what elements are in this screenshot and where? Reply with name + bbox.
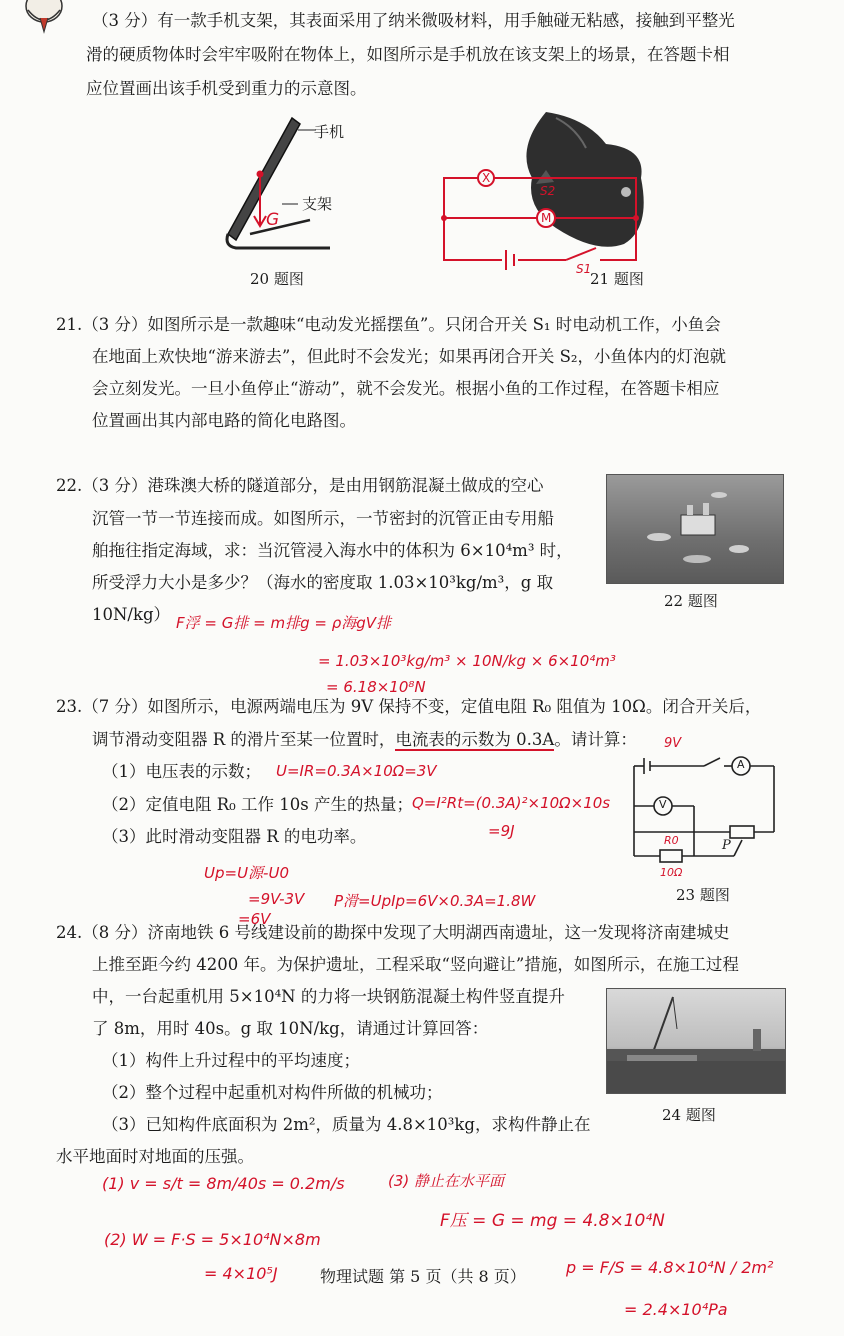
switch-s2-label: S2 xyxy=(540,184,556,198)
q20-caption: 20 题图 xyxy=(250,270,304,288)
q23-line-1: 23.（7 分）如图所示，电源两端电压为 9V 保持不变，定值电阻 R₀ 阻值为 10Ω。闭合开关后， xyxy=(56,697,762,716)
q24-line-7: （3）已知构件底面积为 2m²，质量为 4.8×10³kg，求构件静止在 xyxy=(102,1115,591,1134)
q23-caption: 23 题图 xyxy=(676,886,730,904)
q21-line-4: 位置画出其内部电路的简化电路图。 xyxy=(92,411,356,430)
q24-hw-p2: = 2.4×10⁴Pa xyxy=(624,1300,728,1319)
q21-line-3: 会立刻发光。一旦小鱼停止“游动”，就不会发光。根据小鱼的工作过程，在答题卡相应 xyxy=(92,379,720,398)
sea-tunnel-photo xyxy=(606,474,784,584)
q22-handwriting-1: F浮 = G排 = m排g = ρ海gV排 xyxy=(176,614,392,632)
q23-r0-value: 10Ω xyxy=(660,866,683,879)
q24-line-1: 24.（8 分）济南地铁 6 号线建设前的勘探中发现了大明湖西南遗址，这一发现将济南建城史 xyxy=(56,923,730,942)
q22-line-1: 22.（3 分）港珠澳大桥的隧道部分，是由用钢筋混凝土做成的空心 xyxy=(56,476,544,495)
q24-caption: 24 题图 xyxy=(662,1106,716,1124)
q23-sub-1: （1）电压表的示数； xyxy=(102,762,261,781)
fish-circuit-figure xyxy=(436,108,676,276)
q21-line-2: 在地面上欢快地“游来游去”，但此时不会发光；如果再闭合开关 S₂，小鱼体内的灯泡就 xyxy=(92,347,727,366)
q20-line-2: 滑的硬质物体时会牢牢吸附在物体上，如图所示是手机放在该支架上的场景，在答题卡相 xyxy=(86,45,730,64)
q23-sub-3: （3）此时滑动变阻器 R 的电功率。 xyxy=(102,827,367,846)
q24-hw-w1: (2) W = F·S = 5×10⁴N×8m xyxy=(104,1230,321,1249)
q24-line-2: 上推至距今约 4200 年。为保护遗址，工程采取“竖向避让”措施，如图所示，在施工过程 xyxy=(92,955,739,974)
q24-line-3: 中，一台起重机用 5×10⁴N 的力将一块钢筋混凝土构件竖直提升 xyxy=(92,987,565,1006)
crane-photo xyxy=(606,988,786,1094)
label-g: G xyxy=(266,210,280,230)
switch-s1-label: S1 xyxy=(576,262,592,276)
q22-caption: 22 题图 xyxy=(664,592,718,610)
q23-hw-3b: =9V-3V xyxy=(248,890,305,908)
page-footer: 物理试题 第 5 页（共 8 页） xyxy=(320,1267,526,1286)
avatar-sticker xyxy=(18,0,68,34)
q24-line-6: （2）整个过程中起重机对构件所做的机械功； xyxy=(102,1083,443,1102)
q20-line-1: （3 分）有一款手机支架，其表面采用了纳米微吸材料，用手触碰无粘感，接触到平整光 xyxy=(92,11,735,30)
q21-caption: 21 题图 xyxy=(590,270,644,288)
q23-r0-label: R0 xyxy=(664,834,679,847)
q24-hw-3a: (3) 静止在水平面 xyxy=(388,1172,505,1190)
q23-hw-3d: P滑=UpIp=6V×0.3A=1.8W xyxy=(334,892,536,910)
phone-stand-figure xyxy=(210,110,370,260)
q23-sub-2: （2）定值电阻 R₀ 工作 10s 产生的热量； xyxy=(102,795,413,814)
q23-hw-2b: =9J xyxy=(488,822,515,840)
q23-circuit xyxy=(624,756,784,872)
q22-line-2: 沉管一节一节连接而成。如图所示，一节密封的沉管正由专用船 xyxy=(92,509,554,528)
q23-hw-1: U=IR=0.3A×10Ω=3V xyxy=(276,762,437,780)
motor-symbol-label: M xyxy=(541,211,552,225)
q24-hw-v: (1) v = s/t = 8m/40s = 0.2m/s xyxy=(102,1174,345,1193)
q23-source-label: 9V xyxy=(664,736,682,751)
q23-hw-2: Q=I²Rt=(0.3A)²×10Ω×10s xyxy=(412,794,611,812)
q21-line-1: 21.（3 分）如图所示是一款趣味“电动发光摇摆鱼”。只闭合开关 S₁ 时电动机工作，小鱼会 xyxy=(56,315,721,334)
q23-line-2c: 。请计算： xyxy=(554,730,637,749)
q22-handwriting-3: = 6.18×10⁸N xyxy=(326,678,426,696)
q20-line-3: 应位置画出该手机受到重力的示意图。 xyxy=(86,79,367,98)
q23-hw-3c: =6V xyxy=(238,910,271,928)
q23-line-2a: 调节滑动变阻器 R 的滑片至某一位置时， xyxy=(92,730,396,749)
lamp-symbol-label: X xyxy=(482,171,491,185)
q22-line-3: 舶拖往指定海域，求：当沉管浸入海水中的体积为 6×10⁴m³ 时， xyxy=(92,541,573,560)
q24-line-8: 水平地面时对地面的压强。 xyxy=(56,1147,254,1166)
q24-hw-p1: p = F/S = 4.8×10⁴N / 2m² xyxy=(566,1258,774,1277)
q23-hw-3a: Up=U源-U0 xyxy=(204,864,289,882)
q22-handwriting-2: = 1.03×10³kg/m³ × 10N/kg × 6×10⁴m³ xyxy=(318,652,616,670)
q22-line-5: 10N/kg） xyxy=(92,605,171,624)
q24-hw-3b: F压 = G = mg = 4.8×10⁴N xyxy=(440,1211,665,1231)
q24-line-5: （1）构件上升过程中的平均速度； xyxy=(102,1051,360,1070)
q23-underlined: 电流表的示数为 0.3A xyxy=(395,730,555,749)
q23-voltmeter-label: V xyxy=(659,798,667,811)
q23-line-2 xyxy=(92,729,637,751)
q22-line-4: 所受浮力大小是多少？（海水的密度取 1.03×10³kg/m³，g 取 xyxy=(92,573,554,592)
q23-ammeter-label: A xyxy=(737,758,745,771)
label-phone: 手机 xyxy=(314,123,345,141)
q23-slider-p: P xyxy=(722,838,731,853)
q24-line-4: 了 8m，用时 40s。g 取 10N/kg，请通过计算回答： xyxy=(92,1019,489,1038)
q24-hw-w2: = 4×10⁵J xyxy=(204,1264,278,1283)
label-stand: 支架 xyxy=(302,195,333,213)
